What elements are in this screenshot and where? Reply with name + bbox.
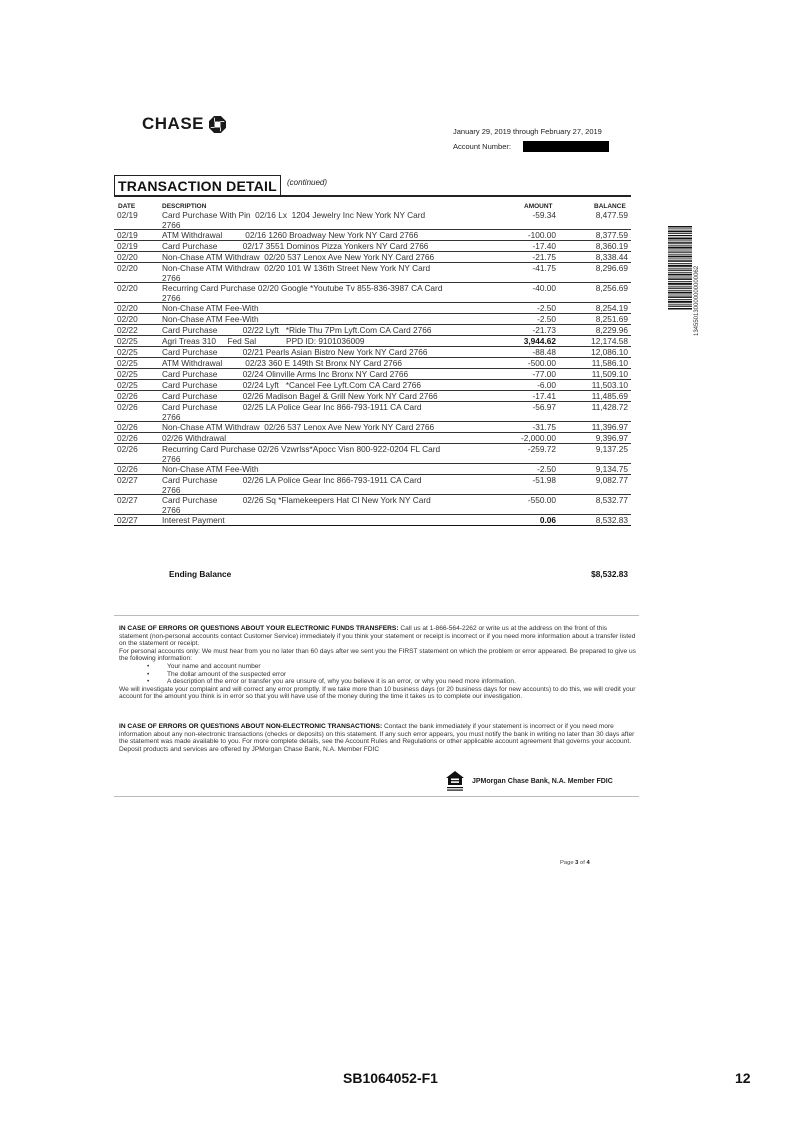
- table-row: [114, 314, 631, 325]
- row-balance: 11,503.10: [591, 380, 628, 390]
- ending-balance-row: [114, 568, 631, 580]
- row-amount: -550.00: [527, 495, 556, 505]
- row-description: [162, 284, 497, 303]
- ending-balance-label: Ending Balance: [169, 569, 232, 579]
- row-date: 02/22: [117, 325, 138, 335]
- row-description: [162, 381, 497, 391]
- row-date: 02/25: [117, 369, 138, 379]
- bank-name: CHASE: [142, 114, 205, 133]
- row-description-line-1: Non-Chase ATM Fee-With: [162, 464, 259, 474]
- row-date: 02/27: [117, 515, 138, 525]
- row-amount: -2,000.00: [520, 433, 556, 443]
- row-amount: 0.06: [539, 515, 556, 525]
- page-number: [560, 860, 590, 866]
- row-balance: 8,254.19: [595, 303, 628, 313]
- statement-period: January 29, 2019 through February 27, 2019: [453, 127, 602, 136]
- row-description: [162, 337, 497, 347]
- row-date: 02/26: [117, 391, 138, 401]
- row-balance: 8,256.69: [595, 283, 628, 293]
- table-row: [114, 402, 631, 422]
- table-row: [114, 336, 631, 347]
- row-balance: 9,137.25: [595, 444, 628, 454]
- row-balance: 8,377.59: [595, 230, 628, 240]
- row-amount: -2.50: [537, 464, 556, 474]
- row-balance: 9,082.77: [595, 475, 628, 485]
- efx-paragraph-2: For personal accounts only: We must hear from you no later than 60 days after we sent you the FIRST statement on which the problem or error appeared. Be prepared to give us the following information:: [119, 647, 636, 663]
- page-current: 3: [575, 860, 579, 866]
- row-date: 02/25: [117, 380, 138, 390]
- table-row: [114, 369, 631, 380]
- row-description-line-2: 2766: [162, 453, 181, 464]
- row-balance: 9,134.75: [595, 464, 628, 474]
- notice-top-rule: [114, 615, 639, 616]
- col-header-amount: AMOUNT: [524, 203, 553, 210]
- non-efx-notice: [119, 723, 636, 753]
- row-amount: -6.00: [537, 380, 556, 390]
- chase-logo: [142, 114, 226, 134]
- row-description-line-1: ATM Withdrawal 02/23 360 E 149th St Bronx NY Card 2766: [162, 358, 402, 368]
- row-description-line-2: 2766: [162, 484, 181, 495]
- table-row: [114, 380, 631, 391]
- row-description: [162, 476, 497, 495]
- row-description-line-1: Card Purchase 02/25 LA Police Gear Inc 866-793-1911 CA Card: [162, 402, 422, 412]
- row-balance: 11,396.97: [591, 422, 628, 432]
- table-row: [114, 464, 631, 475]
- row-balance: 12,174.58: [591, 336, 628, 346]
- page-label: Page: [560, 860, 574, 866]
- row-description-line-1: Card Purchase 02/22 Lyft *Ride Thu 7Pm Lyft.Com CA Card 2766: [162, 325, 432, 335]
- row-amount: -40.00: [532, 283, 556, 293]
- row-description: [162, 231, 497, 241]
- row-date: 02/27: [117, 495, 138, 505]
- row-date: 02/26: [117, 402, 138, 412]
- row-description: [162, 370, 497, 380]
- table-row: [114, 358, 631, 369]
- row-description-line-2: 2766: [162, 411, 181, 422]
- row-date: 02/20: [117, 314, 138, 324]
- page-total: 4: [586, 860, 590, 866]
- row-description-line-1: Non-Chase ATM Fee-With: [162, 303, 259, 313]
- section-continued: (continued): [287, 178, 328, 187]
- row-balance: 8,477.59: [595, 210, 628, 220]
- row-description-line-1: Card Purchase 02/17 3551 Dominos Pizza Yonkers NY Card 2766: [162, 241, 429, 251]
- table-row: [114, 210, 631, 230]
- col-header-date: DATE: [118, 203, 136, 210]
- efx-heading: IN CASE OF ERRORS OR QUESTIONS ABOUT YOUR ELECTRONIC FUNDS TRANSFERS:: [119, 625, 399, 632]
- row-description: [162, 264, 497, 283]
- barcode-graphic: [668, 226, 692, 310]
- efx-bullet-list: [147, 663, 636, 686]
- row-amount: -500.00: [527, 358, 556, 368]
- row-date: 02/20: [117, 283, 138, 293]
- table-row: [114, 241, 631, 252]
- row-description: [162, 304, 497, 314]
- table-row: [114, 347, 631, 358]
- row-description: [162, 242, 497, 252]
- efx-bullet: • Your name and account number: [147, 663, 636, 671]
- table-row: [114, 515, 631, 526]
- row-amount: -59.34: [532, 210, 556, 220]
- row-date: 02/26: [117, 464, 138, 474]
- row-description: [162, 434, 497, 444]
- row-balance: 11,428.72: [591, 402, 628, 412]
- barcode-number: 134550130000000000062: [694, 265, 700, 336]
- row-amount: -21.73: [532, 325, 556, 335]
- row-description-line-1: 02/26 Withdrawal: [162, 433, 227, 443]
- row-date: 02/26: [117, 444, 138, 454]
- col-header-balance: BALANCE: [594, 203, 626, 210]
- row-description-line-2: 2766: [162, 272, 181, 283]
- row-balance: 8,251.69: [595, 314, 628, 324]
- row-description: [162, 496, 497, 515]
- table-row: [114, 230, 631, 241]
- row-date: 02/20: [117, 263, 138, 273]
- row-balance: 8,296.69: [595, 263, 628, 273]
- row-date: 02/25: [117, 336, 138, 346]
- footer-exhibit-number: 12: [735, 1070, 751, 1086]
- row-balance: 12,086.10: [591, 347, 628, 357]
- row-balance: 8,532.77: [595, 495, 628, 505]
- row-description-line-1: Card Purchase With Pin 02/16 Lx 1204 Jewelry Inc New York NY Card: [162, 210, 426, 220]
- row-amount: -31.75: [532, 422, 556, 432]
- table-row: [114, 391, 631, 402]
- row-description-line-1: Card Purchase 02/26 Madison Bagel & Grill New York NY Card 2766: [162, 391, 438, 401]
- row-date: 02/25: [117, 358, 138, 368]
- row-amount: 3,944.62: [523, 336, 556, 346]
- row-amount: -17.40: [532, 241, 556, 251]
- equal-housing-lender-icon: [445, 770, 465, 792]
- efx-bullet: • The dollar amount of the suspected error: [147, 671, 636, 679]
- account-number-label: Account Number:: [453, 142, 511, 151]
- row-description-line-2: 2766: [162, 292, 181, 303]
- efx-paragraph-3: We will investigate your complaint and will correct any error promptly. If we take more than 10 business days (or 20 business days for new accounts) to do this, we will credit your account for the amount you think is in error so that you will have use of the money during the time it takes us to complete our investigation.: [119, 685, 636, 701]
- row-balance: 11,586.10: [591, 358, 628, 368]
- row-amount: -100.00: [527, 230, 556, 240]
- row-description-line-1: Recurring Card Purchase 02/20 Google *Youtube Tv 855-836-3987 CA Card: [162, 283, 443, 293]
- table-row: [114, 495, 631, 515]
- row-balance: 8,360.19: [595, 241, 628, 251]
- row-amount: -56.97: [532, 402, 556, 412]
- row-date: 02/19: [117, 210, 138, 220]
- col-header-description: DESCRIPTION: [162, 203, 207, 210]
- row-description: [162, 465, 497, 475]
- row-date: 02/19: [117, 230, 138, 240]
- non-efx-heading: IN CASE OF ERRORS OR QUESTIONS ABOUT NON-ELECTRONIC TRANSACTIONS:: [119, 723, 383, 730]
- row-description-line-1: Non-Chase ATM Withdraw 02/20 537 Lenox Ave New York NY Card 2766: [162, 252, 435, 262]
- row-balance: 8,338.44: [595, 252, 628, 262]
- row-description: [162, 516, 497, 526]
- row-description: [162, 326, 497, 336]
- row-description-line-1: Card Purchase 02/21 Pearls Asian Bistro New York NY Card 2766: [162, 347, 428, 357]
- row-description: [162, 392, 497, 402]
- row-date: 02/25: [117, 347, 138, 357]
- efx-bullet: • A description of the error or transfer you are unsure of, why you believe it is an error, or why you need more information.: [147, 678, 636, 686]
- row-description-line-2: 2766: [162, 504, 181, 515]
- row-amount: -88.48: [532, 347, 556, 357]
- row-description-line-1: Non-Chase ATM Withdraw 02/20 101 W 136th Street New York NY Card: [162, 263, 431, 273]
- row-description: [162, 445, 497, 464]
- table-row: [114, 433, 631, 444]
- row-description-line-1: Recurring Card Purchase 02/26 Vzwrlss*Apocc Visn 800-922-0204 FL Card: [162, 444, 441, 454]
- page-of: of: [580, 860, 585, 866]
- row-description-line-1: Interest Payment: [162, 515, 225, 525]
- row-balance: 11,485.69: [591, 391, 628, 401]
- row-date: 02/26: [117, 433, 138, 443]
- row-balance: 9,396.97: [595, 433, 628, 443]
- table-row: [114, 283, 631, 303]
- account-number-row: [453, 141, 609, 152]
- transaction-table: [114, 210, 631, 526]
- section-divider: [114, 195, 631, 197]
- table-row: [114, 263, 631, 283]
- efx-body: Call us at 1-866-564-2262 or write us at the address on the front of this statement (non-personal accounts contact Customer Service) immediately if you think your statement or receipt is incorrect or if you need more information about a transfer listed on the statement or receipt.: [119, 625, 636, 648]
- footer-doc-id: SB1064052-F1: [343, 1070, 438, 1086]
- row-date: 02/19: [117, 241, 138, 251]
- table-row: [114, 303, 631, 314]
- row-description: [162, 348, 497, 358]
- row-description-line-1: Card Purchase 02/24 Lyft *Cancel Fee Lyft.Com CA Card 2766: [162, 380, 422, 390]
- efx-notice: [119, 625, 636, 701]
- row-amount: -77.00: [532, 369, 556, 379]
- row-description-line-1: Card Purchase 02/24 Olinville Arms Inc Bronx NY Card 2766: [162, 369, 409, 379]
- row-description: [162, 423, 497, 433]
- row-amount: -259.72: [527, 444, 556, 454]
- row-amount: -21.75: [532, 252, 556, 262]
- row-date: 02/26: [117, 422, 138, 432]
- chase-octagon-icon: [209, 116, 226, 133]
- row-description-line-1: Non-Chase ATM Withdraw 02/26 537 Lenox Ave New York NY Card 2766: [162, 422, 435, 432]
- row-date: 02/20: [117, 303, 138, 313]
- row-date: 02/20: [117, 252, 138, 262]
- row-description: [162, 315, 497, 325]
- row-description-line-1: Card Purchase 02/26 LA Police Gear Inc 866-793-1911 CA Card: [162, 475, 422, 485]
- fdic-text: JPMorgan Chase Bank, N.A. Member FDIC: [472, 777, 613, 785]
- non-efx-body: Contact the bank immediately if your statement is incorrect or if you need more information about any non-electronic transactions (checks or deposits) on this statement. If any such error appears, you must notify the bank in writing no later than 30 days after the statement was made available to you. For more complete details, see the Account Rules and Regulations or other applicable account agreement that governs your account. Deposit products and services are offered by JPMorgan Chase Bank, N.A. Member FDIC: [119, 723, 635, 753]
- section-title: TRANSACTION DETAIL: [114, 175, 281, 196]
- row-description-line-1: Agri Treas 310 Fed Sal PPD ID: 9101036009: [162, 336, 365, 346]
- row-description-line-1: ATM Withdrawal 02/16 1260 Broadway New York NY Card 2766: [162, 230, 419, 240]
- notice-bottom-rule: [114, 796, 639, 797]
- row-amount: -2.50: [537, 314, 556, 324]
- row-description: [162, 359, 497, 369]
- fdic-notice: [445, 770, 613, 792]
- row-amount: -51.98: [532, 475, 556, 485]
- row-description: [162, 253, 497, 263]
- table-row: [114, 252, 631, 263]
- row-description-line-1: Card Purchase 02/26 Sq *Flamekeepers Hat Cl New York NY Card: [162, 495, 431, 505]
- row-description-line-2: 2766: [162, 219, 181, 230]
- table-row: [114, 325, 631, 336]
- row-balance: 11,509.10: [591, 369, 628, 379]
- row-balance: 8,532.83: [595, 515, 628, 525]
- row-balance: 8,229.96: [595, 325, 628, 335]
- account-number-redaction: [523, 141, 609, 152]
- table-row: [114, 444, 631, 464]
- row-amount: -41.75: [532, 263, 556, 273]
- row-description: [162, 211, 497, 230]
- row-description: [162, 403, 497, 422]
- ending-balance-value: $8,532.83: [591, 569, 628, 579]
- table-row: [114, 475, 631, 495]
- row-amount: -17.41: [532, 391, 556, 401]
- table-row: [114, 422, 631, 433]
- row-description-line-1: Non-Chase ATM Fee-With: [162, 314, 259, 324]
- row-date: 02/27: [117, 475, 138, 485]
- row-amount: -2.50: [537, 303, 556, 313]
